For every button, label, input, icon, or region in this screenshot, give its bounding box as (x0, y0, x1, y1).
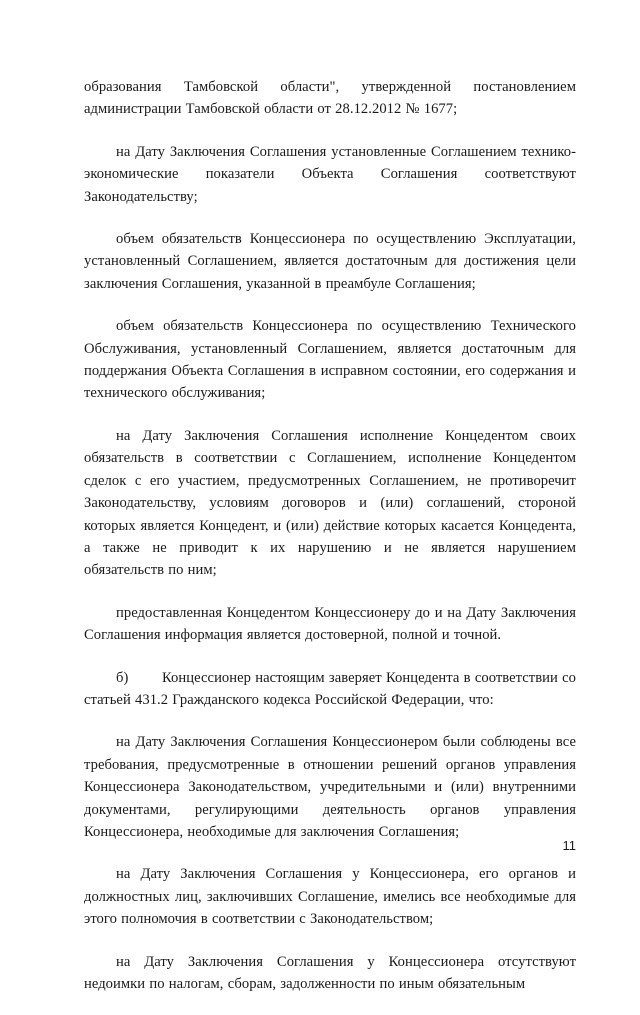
page-number: 11 (562, 838, 576, 853)
paragraph-item-b (84, 667, 576, 712)
paragraph-maintenance-obligations: объем обязательств Концессионера по осуществлению Технического Обслуживания, установленный Соглашением, является достаточным для поддержания Объекта Соглашения в исправном состоянии, его содержания и технического обслуживания; (84, 318, 576, 402)
paragraph-item-b-text: Концессионер настоящим заверяет Концедента в соответствии со статьей 431.2 Гражданского кодекса Российской Федерации, что: (84, 669, 576, 708)
paragraph-continuation: образования Тамбовской области", утвержденной постановлением администрации Тамбовской области от 28.12.2012 № 1677; (84, 79, 576, 118)
document-page (84, 76, 576, 1015)
paragraph-information-accuracy: предоставленная Концедентом Концессионеру до и на Дату Заключения Соглашения информация является достоверной, полной и точной. (84, 604, 576, 644)
list-marker: б) (116, 669, 129, 686)
paragraph-management-requirements: на Дату Заключения Соглашения Концессионером были соблюдены все требования, предусмотренные в отношении решений органов управления Концессионера Законодательством, учредительными и (или) внутренними документами, регулирующими деятельность органов управления Концессионера, необходимые для заключения Соглашения; (84, 734, 576, 840)
paragraph-grantor-obligations: на Дату Заключения Соглашения исполнение Концедентом своих обязательств в соответствии с Соглашением, исполнение Концедентом сделок с его участием, предусмотренных Соглашением, не противоречит Законодательству, условиям договоров и (или) соглашений, стороной которых является Концедент, и (или) действие которых касается Концедента, а также не приводит к их нарушению и не является нарушением обязательств по ним; (84, 427, 576, 579)
paragraph-authority: на Дату Заключения Соглашения у Концессионера, его органов и должностных лиц, заключивших Соглашение, имелись все необходимые для этого полномочия в соответствии с Законодательством; (84, 866, 576, 928)
paragraph-tech-economic-indicators: на Дату Заключения Соглашения установленные Соглашением технико-экономические показатели Объекта Соглашения соответствуют Законодательству; (84, 143, 576, 205)
paragraph-tax-arrears: на Дату Заключения Соглашения у Концессионера отсутствуют недоимки по налогам, сборам, задолженности по иным обязательным (84, 953, 576, 992)
paragraph-exploitation-obligations: объем обязательств Концессионера по осуществлению Эксплуатации, установленный Соглашением, является достаточным для достижения цели заключения Соглашения, указанной в преамбуле Соглашения; (84, 231, 576, 292)
